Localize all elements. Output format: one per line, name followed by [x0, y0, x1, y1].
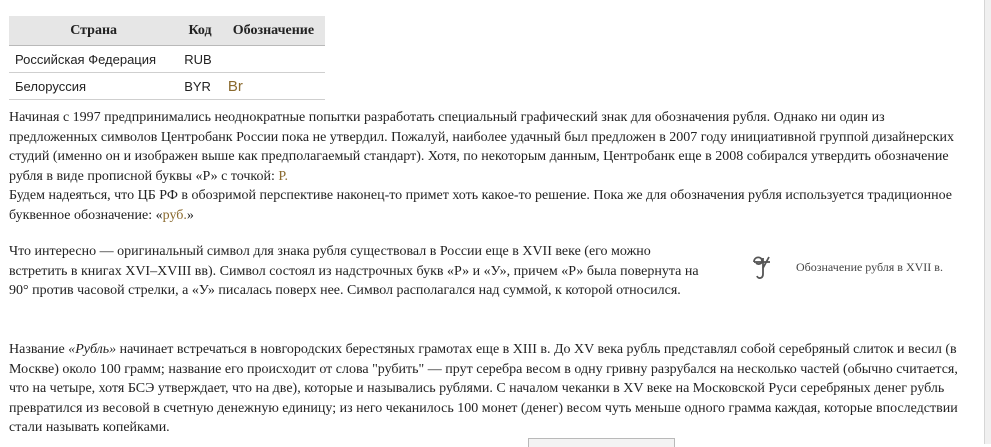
header-country: Страна [9, 16, 178, 46]
scrollbar[interactable] [984, 0, 991, 444]
paragraph-ruble-name [9, 340, 969, 438]
bottom-widget[interactable] [528, 438, 675, 447]
p3-lead: Название [9, 342, 69, 357]
currency-table [9, 16, 325, 100]
cell-country: Белоруссия [9, 73, 178, 100]
ruble-term: «Рубль» [68, 342, 117, 357]
ruble-p-symbol: Р. [278, 168, 288, 184]
p1-text-a: Начиная с 1997 предпринимались неоднократные попытки разработать специальный графический знак для обозначения рубля. Однако ни один из предложенных символов Центробанк России пока не утвердил. Пожалуй, наиболее удачный был предложен в 2007 году инициативной группой дизайнерских студий (именно он и изображен выше как предполагаемый стандарт). Хотя, по некоторым данным, Центробанк еще в 2008 собирался утвердить обозначение рубля в виде прописной буквы «Р» с точкой: [9, 110, 955, 184]
ruble-abbr: руб. [162, 207, 187, 223]
table-row [9, 73, 325, 100]
header-code: Код [178, 16, 222, 46]
old-ruble-symbol-icon [750, 252, 776, 282]
figure-caption: Обозначение рубля в XVII в. [796, 259, 943, 274]
p1-text-c: » [186, 207, 194, 223]
table-row [9, 46, 325, 73]
header-symbol: Обозначение [222, 16, 325, 46]
old-ruble-figure [750, 250, 970, 284]
table-header-row [9, 16, 325, 46]
p3-rest: начинает встречаться в новгородских берестяных грамотах еще в XIII в. До XV века рубль представлял собой серебряный слиток и весил (в Москве) около 100 грамм; название его происходит от слова "рубить" — прут серебра весом в одну гривну разрубался на несколько частей (обычно считается, что на четыре, хотя БСЭ утверждает, что на две), которые и назывались рублями. С началом чеканки в XV веке на Московской Руси серебряных денег рубль превратился из весовой в счетную денежную единицу; из него чеканилось 100 монет (денег) весом чуть меньше одного грамма каждая, которые впоследствии стали называть копейками. [9, 342, 958, 435]
cell-code: BYR [178, 73, 222, 100]
cell-code: RUB [178, 46, 222, 73]
paragraph-symbol-history [9, 108, 969, 225]
cell-country: Российская Федерация [9, 46, 178, 73]
p1-text-b: Будем надеяться, что ЦБ РФ в обозримой перспективе наконец-то примет хоть какое-то решение. Пока же для обозначения рубля используется традиционное буквенное обозначение: « [9, 188, 952, 223]
paragraph-xvii-symbol: Что интересно — оригинальный символ для знака рубля существовал в России еще в XVII веке (его можно встретить в книгах XVI–XVIII вв). Символ состоял из надстрочных букв «Р» и «У», причем «Р» была повернута на 90° против часовой стрелки, а «У» писалась поверх нее. Символ располагался над суммой, к которой относился. [9, 244, 699, 298]
cell-symbol [222, 46, 325, 73]
cell-symbol: Br [222, 73, 325, 100]
